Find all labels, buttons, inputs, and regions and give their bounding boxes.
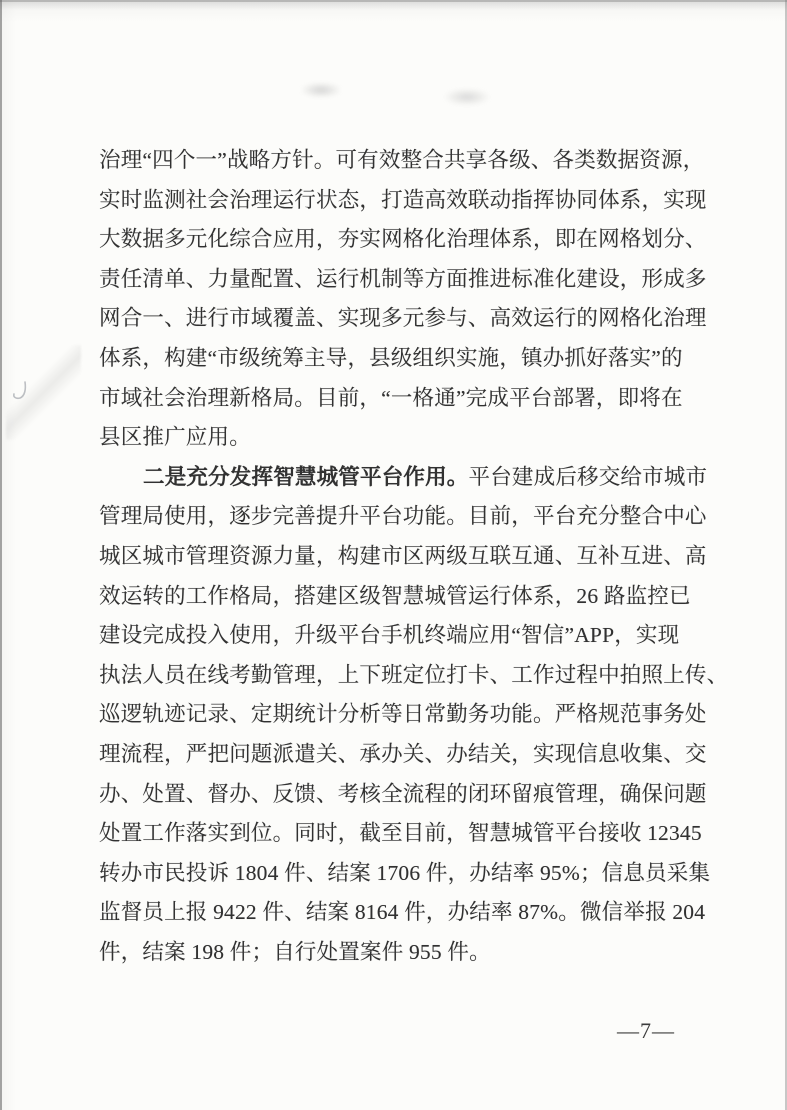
body-line: 处置工作落实到位。同时，截至目前，智慧城管平台接收 12345 — [99, 821, 702, 846]
scan-smudge — [443, 88, 491, 106]
body-line: 城区城市管理资源力量，构建市区两级互联互通、互补互进、高 — [99, 543, 707, 568]
section-heading: 二是充分发挥智慧城管平台作用。 — [143, 464, 469, 489]
pen-mark — [12, 380, 30, 404]
body-line: 监督员上报 9422 件、结案 8164 件，办结率 87%。微信举报 204 — [99, 900, 706, 925]
document-body — [99, 141, 729, 972]
body-line: 巡逻轨迹记录、定期统计分析等日常勤务功能。严格规范事务处 — [99, 702, 707, 727]
body-line: 体系，构建“市级统筹主导，县级组织实施，镇办抓好落实”的 — [99, 345, 683, 370]
body-line: 转办市民投诉 1804 件、结案 1706 件，办结率 95%；信息员采集 — [99, 860, 711, 885]
body-line: 办、处置、督办、反馈、考核全流程的闭环留痕管理，确保问题 — [99, 781, 707, 806]
scan-edge-left — [0, 0, 2, 1110]
body-line: 建设完成投入使用，升级平台手机终端应用“智信”APP，实现 — [99, 623, 680, 648]
scan-edge-top-shade — [0, 2, 787, 10]
body-line: 执法人员在线考勤管理，上下班定位打卡、工作过程中拍照上传、 — [99, 662, 729, 687]
body-line: 县区推广应用。 — [99, 425, 251, 450]
body-line: 治理“四个一”战略方针。可有效整合共享各级、各类数据资源， — [99, 148, 705, 172]
body-line: 效运转的工作格局，搭建区级智慧城管运行体系，26 路监控已 — [99, 583, 691, 608]
section-heading-line — [99, 458, 711, 498]
body-line: 网合一、进行市域覆盖、实现多元参与、高效运行的网格化治理 — [99, 306, 707, 331]
section-heading-rest: 平台建成后移交给市城市 — [468, 464, 708, 489]
page-number: —7— — [617, 1018, 675, 1043]
scan-smudge — [300, 82, 342, 98]
body-line: 管理局使用，逐步完善提升平台功能。目前，平台充分整合中心 — [99, 504, 707, 529]
body-line: 实时监测社会治理运行状态，打造高效联动指挥协同体系，实现 — [99, 187, 707, 212]
body-line: 理流程，严把问题派遣关、承办关、办结关，实现信息收集、交 — [99, 741, 707, 766]
body-line: 件，结案 198 件；自行处置案件 955 件。 — [99, 939, 491, 964]
body-line: 市域社会治理新格局。目前，“一格通”完成平台部署，即将在 — [99, 385, 683, 410]
body-line: 责任清单、力量配置、运行机制等方面推进标准化建设，形成多 — [99, 266, 707, 291]
body-line: 大数据多元化综合应用，夯实网格化治理体系，即在网格划分、 — [99, 227, 707, 252]
